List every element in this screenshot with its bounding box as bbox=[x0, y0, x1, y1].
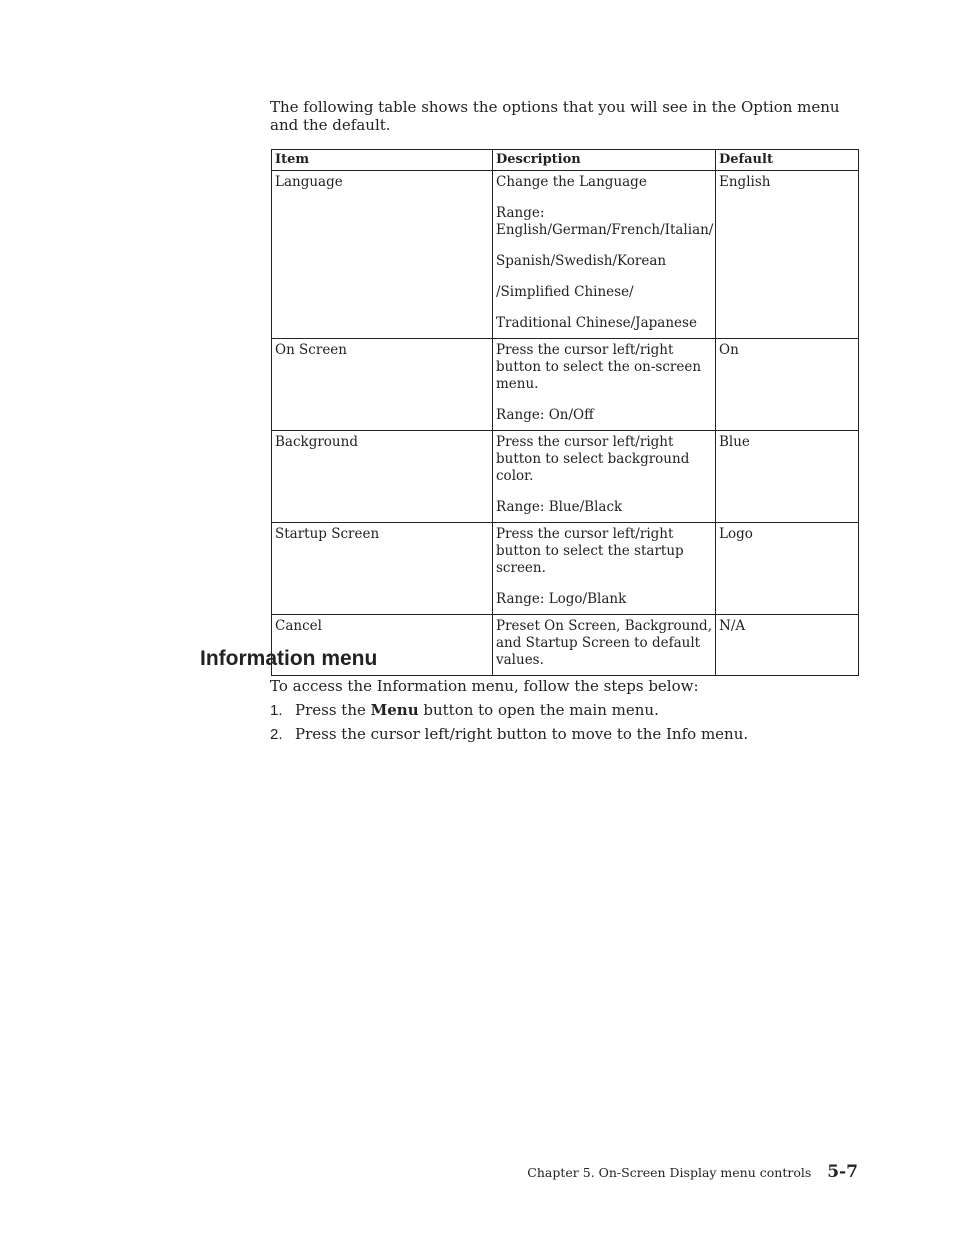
cell-default: English bbox=[716, 171, 859, 339]
table-row bbox=[272, 431, 859, 523]
table-row bbox=[272, 171, 859, 339]
description-line: Spanish/Swedish/Korean bbox=[496, 253, 667, 269]
description-line: Range: Logo/Blank bbox=[496, 591, 627, 607]
chapter-title: Chapter 5. On-Screen Display menu controls bbox=[527, 1165, 812, 1180]
description-line: /Simplified Chinese/ bbox=[496, 284, 634, 300]
description-line: Press the cursor left/right button to select the on-screen menu. bbox=[496, 342, 702, 392]
description-line: Press the cursor left/right button to select the startup screen. bbox=[496, 526, 684, 576]
table-header-row bbox=[272, 150, 859, 171]
steps-list bbox=[270, 701, 748, 749]
description-line: Range: Blue/Black bbox=[496, 499, 623, 515]
cell-description bbox=[493, 339, 716, 431]
page-number: 5-7 bbox=[827, 1162, 858, 1182]
description-line: Traditional Chinese/Japanese bbox=[496, 315, 697, 331]
column-header-default: Default bbox=[716, 150, 859, 171]
cell-default: On bbox=[716, 339, 859, 431]
cell-item: On Screen bbox=[272, 339, 493, 431]
cell-item: Language bbox=[272, 171, 493, 339]
description-line: Press the cursor left/right button to select background color. bbox=[496, 434, 690, 484]
table-row bbox=[272, 339, 859, 431]
section-heading: Information menu bbox=[200, 647, 378, 670]
step-number: 2. bbox=[270, 726, 283, 743]
step-text: button to open the main menu. bbox=[418, 701, 659, 719]
cell-default: Blue bbox=[716, 431, 859, 523]
cell-default: N/A bbox=[716, 615, 859, 676]
option-menu-table bbox=[271, 149, 859, 676]
section-lead: To access the Information menu, follow the steps below: bbox=[270, 677, 699, 695]
description-line: Preset On Screen, Background, and Startup Screen to default values. bbox=[496, 618, 712, 668]
step-text: Press the cursor left/right button to move to the Info menu. bbox=[295, 725, 749, 743]
column-header-description: Description bbox=[493, 150, 716, 171]
description-line: Range: On/Off bbox=[496, 407, 594, 423]
step-bold-term: Menu bbox=[370, 701, 419, 719]
description-line: Range: English/German/French/Italian/ bbox=[496, 205, 714, 238]
description-line: Change the Language bbox=[496, 174, 647, 190]
cell-description bbox=[493, 615, 716, 676]
cell-default: Logo bbox=[716, 523, 859, 615]
cell-item: Cancel bbox=[272, 615, 493, 676]
list-item bbox=[270, 725, 748, 744]
column-header-item: Item bbox=[272, 150, 493, 171]
cell-item: Startup Screen bbox=[272, 523, 493, 615]
step-number: 1. bbox=[270, 702, 283, 719]
intro-paragraph: The following table shows the options that you will see in the Option menu and the default. bbox=[270, 98, 840, 134]
cell-description bbox=[493, 171, 716, 339]
list-item bbox=[270, 701, 748, 720]
cell-description bbox=[493, 523, 716, 615]
page-footer bbox=[527, 1162, 858, 1183]
table-row bbox=[272, 523, 859, 615]
cell-description bbox=[493, 431, 716, 523]
step-text: Press the bbox=[295, 701, 371, 719]
cell-item: Background bbox=[272, 431, 493, 523]
